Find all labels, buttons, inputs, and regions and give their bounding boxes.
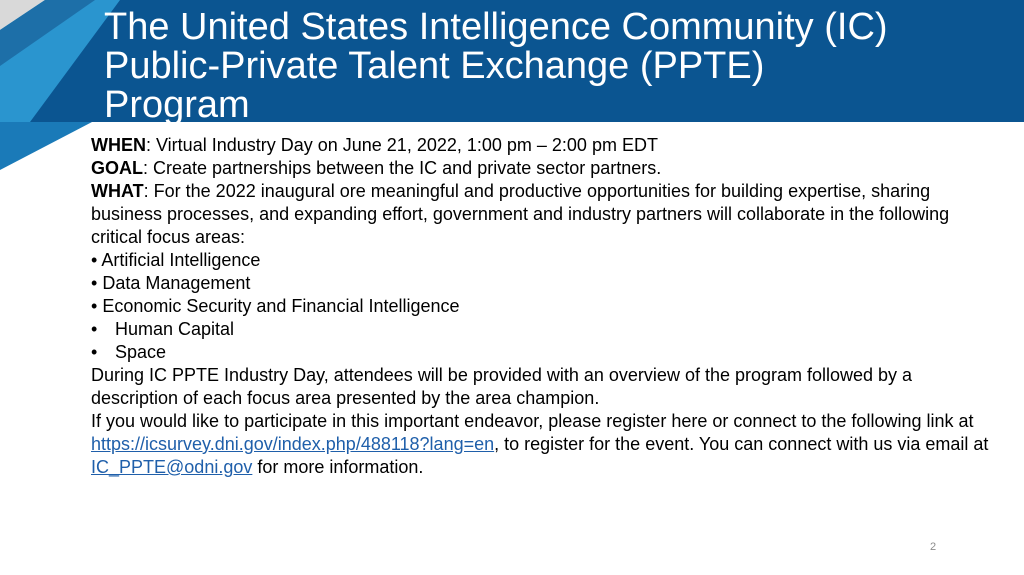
bullet-item [91,272,991,295]
bullet-item [91,318,991,341]
bullet-text: Economic Security and Financial Intelligence [102,296,460,316]
when-text: : Virtual Industry Day on June 21, 2022, 1:00 pm – 2:00 pm EDT [146,135,658,155]
bullet-glyph: • [91,273,98,293]
slide-title [104,8,1004,125]
bullet-item [91,249,991,272]
bullet-text: Space [115,342,167,362]
title-line-1: The United States Intelligence Community (IC) [104,6,888,48]
page-number: 2 [930,541,937,553]
email-link[interactable]: IC_PPTE@odni.gov [91,457,253,477]
title-line-2: Public-Private Talent Exchange (PPTE) [104,45,765,87]
bullet-glyph: • [91,342,98,362]
bullet-text: Data Management [102,273,251,293]
when-label: WHEN [91,135,146,155]
bullet-text: Human Capital [115,319,235,339]
what-text: : For the 2022 inaugural ore meaningful and productive opportunities for building expertise, sharing business processes, and expanding effort, government and industry partners will collaborate in the following critical focus areas: [91,181,950,247]
participate-text-3: for more information. [252,457,424,477]
bullet-glyph: • [91,296,98,316]
goal-label: GOAL [91,158,143,178]
industry-day-paragraph: During IC PPTE Industry Day, attendees will be provided with an overview of the program followed by a description of each focus area presented by the area champion. [91,365,913,408]
what-label: WHAT [91,181,144,201]
participate-paragraph [91,410,991,479]
register-link[interactable]: https://icsurvey.dni.gov/index.php/488118?lang=en [91,434,495,454]
goal-line [91,157,991,180]
what-paragraph [91,180,991,249]
bullet-item [91,341,991,364]
bullet-glyph: • [91,250,98,270]
banner-corner-wedge [0,122,92,170]
when-line [91,134,991,157]
goal-text: : Create partnerships between the IC and private sector partners. [143,158,662,178]
title-line-3: Program [104,84,250,126]
bullet-text: Artificial Intelligence [101,250,261,270]
participate-text-2: , to register for the event. You can connect with us via email at [494,434,989,454]
participate-text-1: If you would like to participate in this important endeavor, please register here or connect to the following link at [91,411,974,431]
bullet-glyph: • [91,319,98,339]
bullet-item [91,295,991,318]
slide-body [91,134,991,479]
